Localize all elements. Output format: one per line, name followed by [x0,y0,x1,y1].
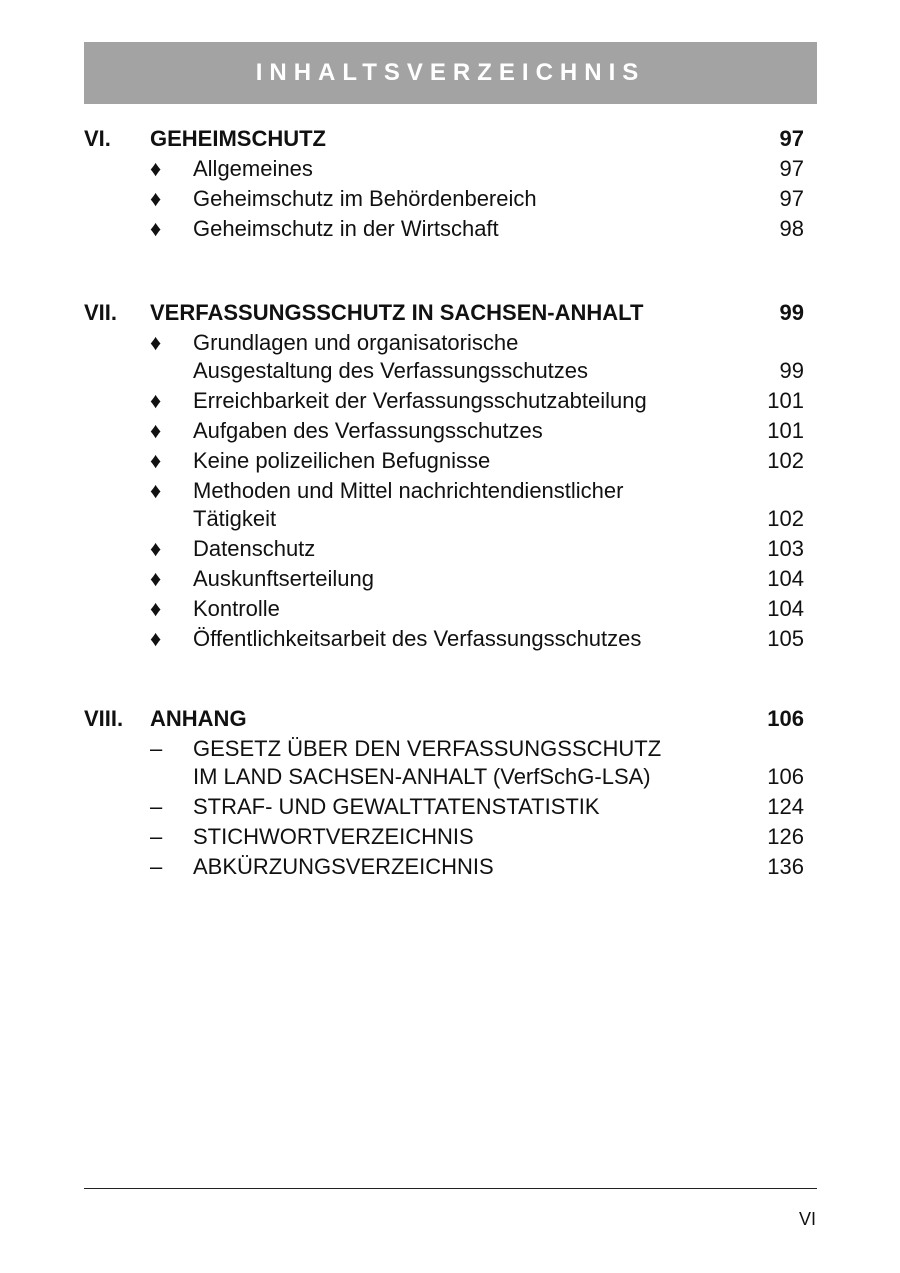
footer-divider [84,1188,817,1189]
section-heading [84,299,804,327]
toc-entry [84,215,804,243]
entry-page: 98 [779,216,804,241]
entry-page: 104 [767,596,804,621]
entry-text-line-1: GESETZ ÜBER DEN VERFASSUNGSSCHUTZ [193,736,662,761]
entry-text: ABKÜRZUNGSVERZEICHNIS [193,854,494,879]
diamond-bullet-icon: ♦ [150,448,162,473]
diamond-bullet-icon: ♦ [150,330,162,355]
toc-section-vii [84,299,804,655]
entry-page: 99 [779,358,804,383]
toc-entry [84,793,804,821]
entry-text-line-2: IM LAND SACHSEN-ANHALT (VerfSchG-LSA) [193,764,651,789]
entry-text: STICHWORTVERZEICHNIS [193,824,474,849]
entry-text-line-1: Grundlagen und organisatorische [193,330,519,355]
toc-entry [84,329,804,385]
section-title: ANHANG [150,706,247,731]
entry-page: 102 [767,506,804,531]
toc-entry [84,823,804,851]
entry-text: Geheimschutz im Behördenbereich [193,186,537,211]
section-title: GEHEIMSCHUTZ [150,126,326,151]
entry-text: Datenschutz [193,536,316,561]
diamond-bullet-icon: ♦ [150,478,162,503]
toc-entry [84,387,804,415]
entry-text: Erreichbarkeit der Verfassungsschutzabteilung [193,388,647,413]
section-heading [84,705,804,733]
toc-entry [84,735,804,791]
section-page: 97 [779,126,804,151]
toc-section-viii [84,705,804,883]
section-title: VERFASSUNGSSCHUTZ IN SACHSEN-ANHALT [150,300,644,325]
diamond-bullet-icon: ♦ [150,186,162,211]
entry-page: 126 [767,824,804,849]
section-page: 106 [767,706,804,731]
entry-text: Allgemeines [193,156,313,181]
entry-page: 104 [767,566,804,591]
toc-entry [84,565,804,593]
section-numeral: VIII. [84,706,124,731]
entry-text: Geheimschutz in der Wirtschaft [193,216,499,241]
toc-entry [84,535,804,563]
dash-bullet-icon: – [150,824,163,849]
entry-text: STRAF- UND GEWALTTATENSTATISTIK [193,794,600,819]
entry-page: 97 [779,156,804,181]
section-numeral: VI. [84,126,111,151]
entry-page: 124 [767,794,804,819]
toc-entry [84,625,804,653]
entry-page: 106 [767,764,804,789]
dash-bullet-icon: – [150,854,163,879]
diamond-bullet-icon: ♦ [150,418,162,443]
toc-entry [84,155,804,183]
entry-text: Öffentlichkeitsarbeit des Verfassungsschutzes [193,626,642,651]
toc-entry [84,185,804,213]
entry-text: Keine polizeilichen Befugnisse [193,448,491,473]
diamond-bullet-icon: ♦ [150,216,162,241]
toc-entry [84,595,804,623]
dash-bullet-icon: – [150,794,163,819]
entry-text: Aufgaben des Verfassungsschutzes [193,418,543,443]
entry-text-line-2: Ausgestaltung des Verfassungsschutzes [193,358,589,383]
entry-page: 136 [767,854,804,879]
diamond-bullet-icon: ♦ [150,536,162,561]
toc-entry [84,447,804,475]
toc-entry [84,853,804,881]
entry-page: 101 [767,418,804,443]
entry-page: 105 [767,626,804,651]
toc-header [84,42,817,104]
diamond-bullet-icon: ♦ [150,388,162,413]
toc-title: INHALTSVERZEICHNIS [255,59,646,86]
diamond-bullet-icon: ♦ [150,596,162,621]
entry-text: Kontrolle [193,596,280,621]
entry-page: 101 [767,388,804,413]
toc-section-vi [84,125,804,245]
toc-entry [84,477,804,533]
entry-page: 102 [767,448,804,473]
entry-text-line-1: Methoden und Mittel nachrichtendienstlicher [193,478,624,503]
section-heading [84,125,804,153]
toc-entry [84,417,804,445]
diamond-bullet-icon: ♦ [150,156,162,181]
dash-bullet-icon: – [150,736,163,761]
entry-page: 103 [767,536,804,561]
entry-page: 97 [779,186,804,211]
diamond-bullet-icon: ♦ [150,566,162,591]
diamond-bullet-icon: ♦ [150,626,162,651]
entry-text: Auskunftserteilung [193,566,374,591]
page-number: VI [798,1209,816,1229]
section-numeral: VII. [84,300,118,325]
entry-text-line-2: Tätigkeit [193,506,277,531]
section-page: 99 [779,300,804,325]
